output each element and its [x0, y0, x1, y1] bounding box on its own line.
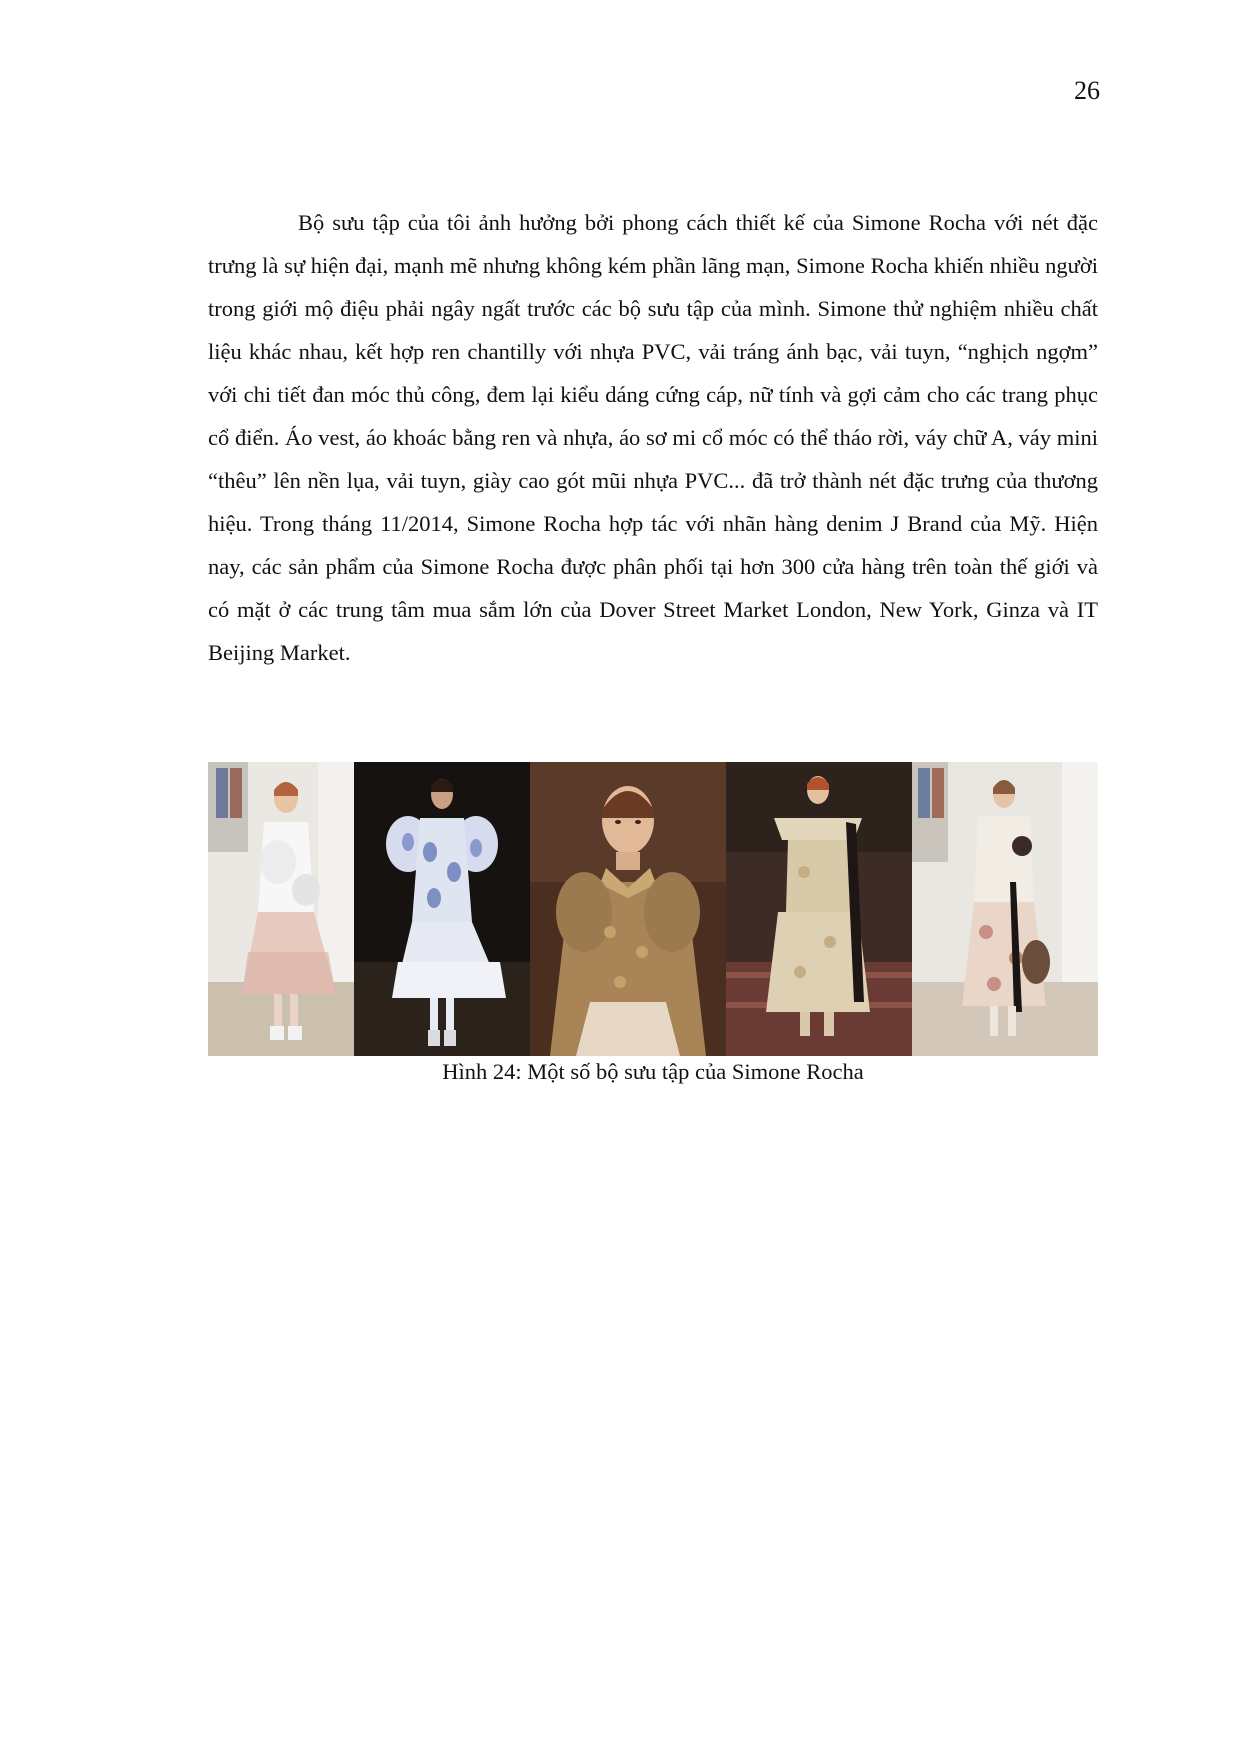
figure-photo-runway-floral-coat [912, 762, 1098, 1056]
figure-image-strip [208, 762, 1098, 1056]
figure-caption: Hình 24: Một số bộ sưu tập của Simone Rocha [442, 1059, 864, 1084]
page-number: 26 [1074, 76, 1100, 105]
figure-photo-runway-offshoulder-brocade [726, 762, 912, 1056]
body-paragraph: Bộ sưu tập của tôi ảnh hưởng bởi phong cách thiết kế của Simone Rocha với nét đặc trưng là sự hiện đại, mạnh mẽ nhưng không kém phần lãng mạn, Simone Rocha khiến nhiều người trong giới mộ điệu phải ngây ngất trước các bộ sưu tập của mình. Simone thử nghiệm nhiều chất liệu khác nhau, kết hợp ren chantilly với nhựa PVC, vải tráng ánh bạc, vải tuyn, “nghịch ngợm” với chi tiết đan móc thủ công, đem lại kiểu dáng cứng cáp, nữ tính và gợi cảm cho các trang phục cổ điển. Áo vest, áo khoác bằng ren và nhựa, áo sơ mi cổ móc có thể tháo rời, váy chữ A, váy mini “thêu” lên nền lụa, vải tuyn, giày cao gót mũi nhựa PVC... đã trở thành nét đặc trưng của thương hiệu. Trong tháng 11/2014, Simone Rocha hợp tác với nhãn hàng denim J Brand của Mỹ. Hiện nay, các sản phẩm của Simone Rocha được phân phối tại hơn 300 cửa hàng trên toàn thế giới và có mặt ở các trung tâm mua sắm lớn của Dover Street Market London, New York, Ginza và IT Beijing Market. [208, 210, 1098, 665]
figure-photo-runway-white-blouse [208, 762, 354, 1056]
figure-photo-runway-blue-print-dress [354, 762, 530, 1056]
figure-photo-portrait-brocade [530, 762, 726, 1056]
